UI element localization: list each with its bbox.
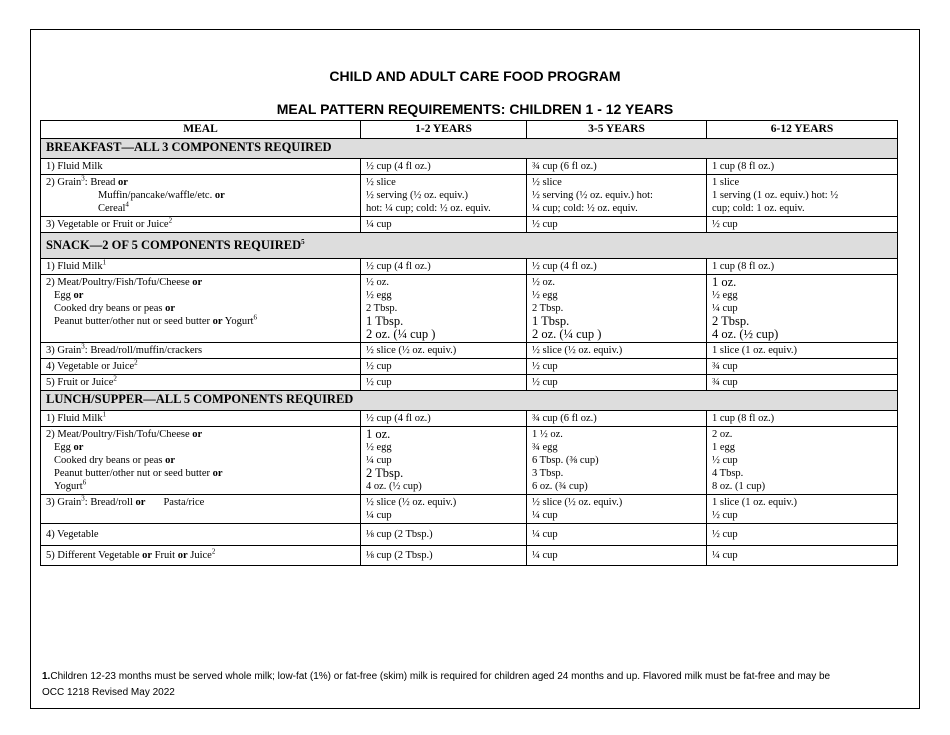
revision-note: OCC 1218 Revised May 2022: [42, 687, 175, 698]
amount-cell: [527, 495, 707, 524]
amount-cell: [527, 175, 707, 217]
amount-line: 4 Tbsp.: [712, 468, 744, 479]
amount-cell: ¾ cup: [707, 359, 898, 375]
amount-cell: [361, 427, 527, 495]
amount-line: 2 Tbsp.: [712, 314, 750, 328]
table-row: [41, 359, 898, 375]
label-text: Muffin/pancake/waffle/etc.: [98, 190, 215, 201]
section-snack: [41, 233, 898, 259]
amount-line: 1 slice (1 oz. equiv.): [712, 497, 798, 508]
or-keyword: or: [177, 550, 188, 561]
table-header-row: [41, 121, 898, 139]
table-row: [41, 175, 898, 217]
amount-line: ½ slice (½ oz. equiv.): [532, 497, 623, 508]
amount-cell: ½ cup (4 fl oz.): [527, 259, 707, 275]
amount-line: ¼ cup; cold: ½ oz. equiv.: [532, 203, 638, 214]
program-title: CHILD AND ADULT CARE FOOD PROGRAM: [329, 68, 621, 84]
label-text: 2) Grain: [46, 177, 82, 188]
amount-cell: ½ cup: [527, 217, 707, 233]
amount-line: ½ egg: [366, 290, 392, 301]
table-row: [41, 217, 898, 233]
label-text: : Bread/roll: [84, 497, 136, 508]
amount-cell: ½ slice (½ oz. equiv.): [527, 343, 707, 359]
label-text: 5) Fruit or Juice: [46, 377, 114, 388]
amount-line: 1 Tbsp.: [532, 314, 570, 328]
amount-cell: ¼ cup: [361, 217, 527, 233]
label-text: : Bread: [84, 177, 119, 188]
label-text: Cooked dry beans or peas: [54, 455, 166, 466]
section-heading: BREAKFAST—ALL 3 COMPONENTS REQUIRED: [41, 139, 898, 159]
amount-cell: ½ cup: [527, 375, 707, 391]
amount-cell: 1 cup (8 fl oz.): [707, 411, 898, 427]
or-keyword: or: [192, 429, 203, 440]
amount-line: 6 oz. (¾ cup): [532, 481, 588, 492]
component-label: [41, 359, 361, 375]
or-keyword: or: [135, 497, 146, 508]
label-text: Cereal: [98, 203, 126, 214]
amount-line: 2 oz. (¼ cup ): [532, 327, 602, 341]
table-row: [41, 524, 898, 546]
amount-cell: ½ cup: [707, 217, 898, 233]
table-row: [41, 546, 898, 566]
footnote-ref: 2: [134, 358, 138, 367]
amount-cell: ¾ cup (6 fl oz.): [527, 159, 707, 175]
footnote-text: Children 12-23 months must be served whole milk; low-fat (1%) or fat-free (skim) milk is required for children aged 24 months and up. Flavored milk must be fat-free and may be: [50, 671, 831, 682]
amount-line: ½ serving (½ oz. equiv.): [366, 190, 468, 201]
footnote-ref: 4: [125, 200, 129, 209]
footnote-ref: 5: [301, 237, 305, 246]
label-text: Juice: [187, 550, 212, 561]
footnote-ref: 2: [168, 216, 173, 225]
component-label: [41, 427, 361, 495]
component-label: 1) Fluid Milk: [41, 159, 361, 175]
label-text: : Bread/roll/muffin/crackers: [84, 345, 203, 356]
or-keyword: or: [212, 316, 223, 327]
table-row: [41, 411, 898, 427]
amount-line: ½ oz.: [366, 277, 390, 288]
col-header-1-2-years: 1-2 YEARS: [361, 121, 527, 139]
footnote-ref: 3: [81, 342, 85, 351]
footnote-ref: 1: [102, 258, 107, 267]
amount-line: 2 oz.: [712, 429, 733, 440]
amount-cell: ¼ cup: [527, 546, 707, 566]
amount-line: 2 Tbsp.: [366, 466, 404, 480]
or-keyword: or: [142, 550, 153, 561]
footnote-ref: 2: [113, 374, 117, 383]
pattern-title: MEAL PATTERN REQUIREMENTS: CHILDREN 1 - 12 YEARS: [276, 101, 674, 117]
amount-cell: [707, 275, 898, 343]
component-label: [41, 546, 361, 566]
amount-line: ½ slice (½ oz. equiv.): [366, 497, 457, 508]
amount-line: 2 oz. (¼ cup ): [366, 327, 436, 341]
label-text: 2) Meat/Poultry/Fish/Tofu/Cheese: [46, 429, 193, 440]
amount-cell: [707, 427, 898, 495]
amount-line: 8 oz. (1 cup): [712, 481, 766, 492]
amount-cell: ¾ cup (6 fl oz.): [527, 411, 707, 427]
amount-line: ¾ egg: [532, 442, 558, 453]
or-keyword: or: [165, 303, 176, 314]
label-text: 3) Vegetable or Fruit or Juice: [46, 219, 169, 230]
amount-line: 1 oz.: [712, 275, 737, 289]
amount-cell: ½ slice (½ oz. equiv.): [361, 343, 527, 359]
amount-line: ½ egg: [366, 442, 392, 453]
amount-line: 1 slice: [712, 177, 740, 188]
footnote-1: [42, 671, 830, 682]
or-keyword: or: [118, 177, 128, 188]
amount-line: ½ slice: [366, 177, 396, 188]
section-heading: [41, 233, 898, 259]
amount-cell: ½ cup (4 fl oz.): [361, 159, 527, 175]
label-text: Egg: [54, 290, 74, 301]
table-row: [41, 275, 898, 343]
amount-cell: ½ cup (4 fl oz.): [361, 411, 527, 427]
amount-cell: ½ cup (4 fl oz.): [361, 259, 527, 275]
amount-line: ¼ cup: [532, 510, 558, 521]
section-breakfast: [41, 139, 898, 159]
amount-cell: 1 cup (8 fl oz.): [707, 259, 898, 275]
table-row: [41, 159, 898, 175]
or-keyword: or: [73, 442, 84, 453]
component-label: [41, 175, 361, 217]
amount-line: 1 ½ oz.: [532, 429, 563, 440]
table-row: [41, 427, 898, 495]
amount-line: 2 Tbsp.: [532, 303, 564, 314]
amount-line: ½ cup: [712, 455, 738, 466]
label-text: Fruit: [152, 550, 178, 561]
amount-cell: ¼ cup: [527, 524, 707, 546]
footnote-ref: 6: [253, 313, 257, 322]
amount-cell: ½ cup: [361, 375, 527, 391]
amount-cell: ½ cup: [527, 359, 707, 375]
label-text: Peanut butter/other nut or seed butter: [54, 316, 213, 327]
or-keyword: or: [212, 468, 223, 479]
meal-pattern-table: [40, 120, 898, 566]
component-label: [41, 259, 361, 275]
amount-line: hot: ¼ cup; cold: ½ oz. equiv.: [366, 203, 491, 214]
footnote-number: 1.: [42, 671, 51, 682]
amount-line: 4 oz. (½ cup): [712, 327, 779, 341]
table-row: [41, 259, 898, 275]
label-text: Cooked dry beans or peas: [54, 303, 166, 314]
amount-cell: 1 cup (8 fl oz.): [707, 159, 898, 175]
footnote-ref: 3: [81, 174, 85, 183]
amount-line: 1 egg: [712, 442, 736, 453]
footnote-ref: 1: [102, 410, 107, 419]
or-keyword: or: [214, 190, 225, 201]
amount-cell: [707, 175, 898, 217]
table-row: [41, 343, 898, 359]
amount-line: ½ egg: [712, 290, 738, 301]
component-label: [41, 375, 361, 391]
component-label: 4) Vegetable: [41, 524, 361, 546]
section-heading: LUNCH/SUPPER—ALL 5 COMPONENTS REQUIRED: [41, 391, 898, 411]
amount-line: 1 serving (1 oz. equiv.) hot: ½: [712, 190, 839, 201]
amount-line: ½ egg: [532, 290, 558, 301]
amount-line: ½ serving (½ oz. equiv.) hot:: [532, 190, 653, 201]
amount-cell: [361, 495, 527, 524]
amount-line: 3 Tbsp.: [532, 468, 564, 479]
table-row: [41, 495, 898, 524]
amount-line: ½ oz.: [532, 277, 556, 288]
amount-cell: ¼ cup: [707, 546, 898, 566]
component-label: [41, 411, 361, 427]
amount-cell: ⅛ cup (2 Tbsp.): [361, 546, 527, 566]
col-header-meal: MEAL: [41, 121, 361, 139]
amount-cell: [361, 175, 527, 217]
amount-line: 4 oz. (½ cup): [366, 481, 422, 492]
footnote-ref: 2: [211, 547, 216, 556]
amount-line: ½ slice: [532, 177, 562, 188]
amount-cell: ¾ cup: [707, 375, 898, 391]
component-label: [41, 343, 361, 359]
label-text: 1) Fluid Milk: [46, 413, 103, 424]
or-keyword: or: [192, 277, 203, 288]
amount-cell: [707, 495, 898, 524]
component-label: [41, 275, 361, 343]
amount-line: 1 oz.: [366, 427, 391, 441]
label-text: 2) Meat/Poultry/Fish/Tofu/Cheese: [46, 277, 193, 288]
label-text: Yogurt: [54, 481, 83, 492]
table-row: [41, 375, 898, 391]
amount-cell: [527, 275, 707, 343]
amount-line: cup; cold: 1 oz. equiv.: [712, 203, 805, 214]
footnote-ref: 6: [82, 478, 87, 487]
label-text: Peanut butter/other nut or seed butter: [54, 468, 213, 479]
footnote-ref: 3: [81, 494, 85, 503]
amount-line: 2 Tbsp.: [366, 303, 398, 314]
amount-line: ¼ cup: [366, 455, 392, 466]
label-text: 5) Different Vegetable: [46, 550, 143, 561]
col-header-6-12-years: 6-12 YEARS: [707, 121, 898, 139]
component-label: [41, 495, 361, 524]
amount-cell: ½ cup: [361, 359, 527, 375]
or-keyword: or: [73, 290, 84, 301]
label-text: 3) Grain: [46, 345, 82, 356]
amount-cell: ⅛ cup (2 Tbsp.): [361, 524, 527, 546]
amount-line: ½ cup: [712, 510, 738, 521]
or-keyword: or: [165, 455, 176, 466]
amount-cell: 1 slice (1 oz. equiv.): [707, 343, 898, 359]
amount-line: 1 Tbsp.: [366, 314, 404, 328]
component-label: [41, 217, 361, 233]
amount-cell: [361, 275, 527, 343]
amount-line: ¼ cup: [366, 510, 392, 521]
amount-cell: ½ cup: [707, 524, 898, 546]
label-text: Egg: [54, 442, 74, 453]
amount-line: ¼ cup: [712, 303, 738, 314]
label-text: 3) Grain: [46, 497, 82, 508]
col-header-3-5-years: 3-5 YEARS: [527, 121, 707, 139]
label-text: Yogurt: [222, 316, 254, 327]
section-lunch-supper: [41, 391, 898, 411]
amount-line: 6 Tbsp. (⅜ cup): [532, 455, 599, 466]
amount-cell: [527, 427, 707, 495]
label-text: 4) Vegetable or Juice: [46, 361, 135, 372]
section-heading-text: SNACK—2 OF 5 COMPONENTS REQUIRED: [46, 238, 302, 252]
label-text: 1) Fluid Milk: [46, 261, 103, 272]
label-text: Pasta/rice: [163, 497, 205, 508]
